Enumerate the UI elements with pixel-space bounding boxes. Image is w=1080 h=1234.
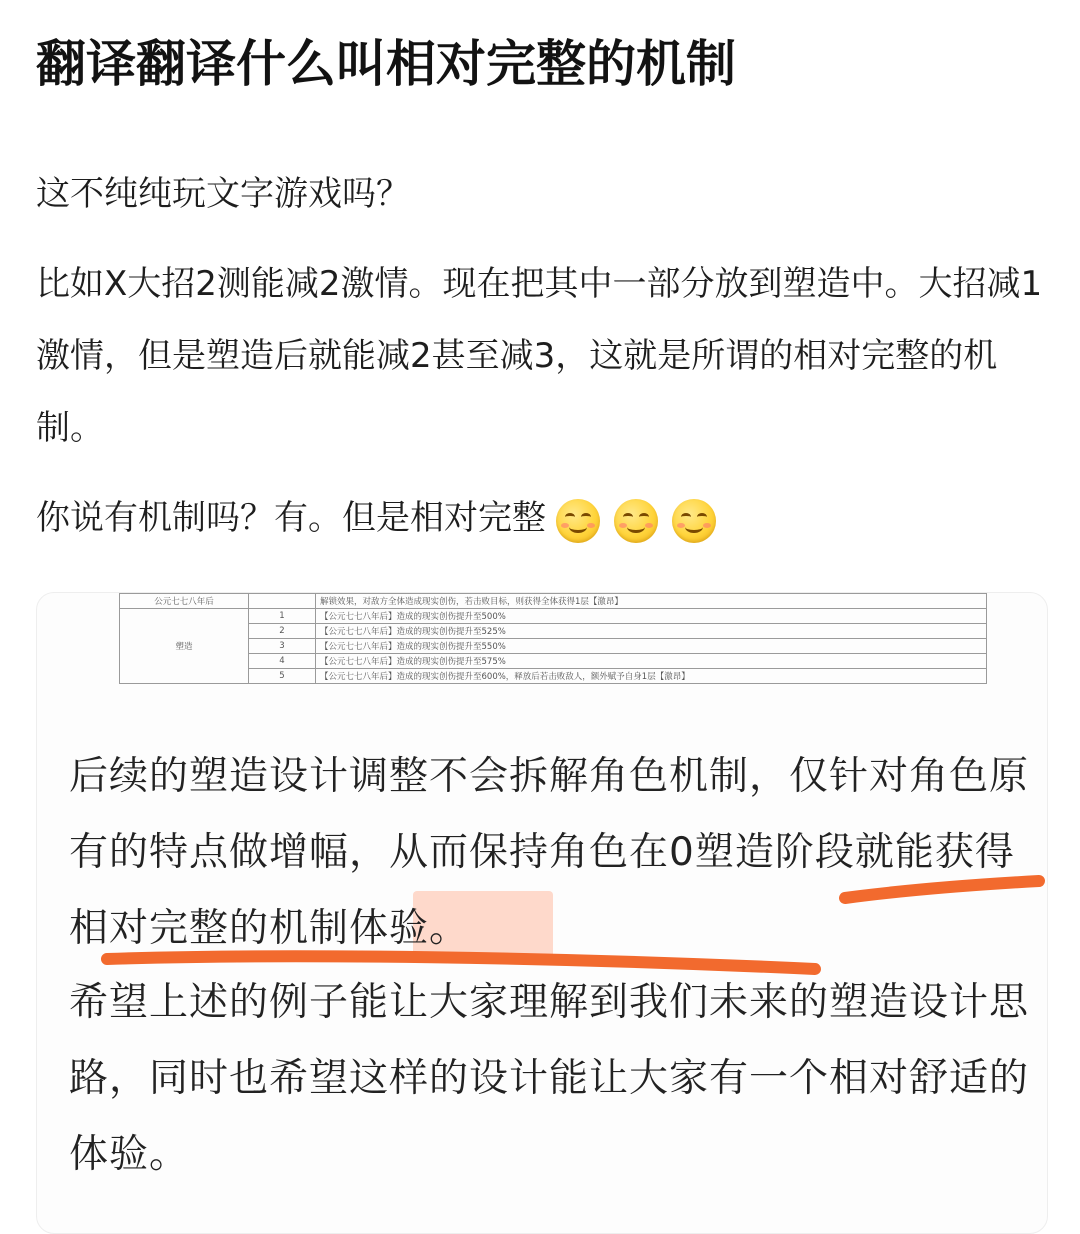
table-cell: 【公元七七八年后】造成的现实创伤提升至500% — [316, 609, 987, 624]
skill-table — [119, 593, 987, 684]
table-cell: 1 — [249, 609, 316, 624]
post-paragraph: 比如X大招2测能减2激情。现在把其中一部分放到塑造中。大招减1激情，但是塑造后就能减2甚至减3，这就是所谓的相对完整的机制。 — [36, 264, 1043, 448]
table-cell: 4 — [249, 654, 316, 669]
screenshot-text: 希望上述的例子能让大家理解到我们未来的塑造设计思路，同时也希望这样的设计能让大家有一个相对舒适的体验。 — [69, 980, 1030, 1177]
table-cell: 3 — [249, 639, 316, 654]
table-cell: 【公元七七八年后】造成的现实创伤提升至600%，释放后若击败敌人，额外赋予自身1层【激昂】 — [316, 669, 987, 684]
post-title: 翻译翻译什么叫相对完整的机制 — [36, 35, 736, 93]
post-paragraph-with-emoji — [36, 482, 1046, 556]
table-cell: 解锁效果，对敌方全体造成现实创伤，若击败目标，则获得全体获得1层【激昂】 — [316, 594, 987, 609]
attached-screenshot-image[interactable] — [36, 592, 1048, 1234]
table-cell: 【公元七七八年后】造成的现实创伤提升至575% — [316, 654, 987, 669]
table-row — [120, 609, 987, 624]
table-row — [120, 639, 987, 654]
table-cell: 5 — [249, 669, 316, 684]
table-row — [120, 669, 987, 684]
smile-emoji-icon — [672, 499, 716, 543]
table-row — [120, 594, 987, 609]
post-paragraph-text: 你说有机制吗？有。但是相对完整 — [36, 498, 546, 538]
table-group-label: 塑造 — [120, 609, 249, 684]
table-cell — [249, 594, 316, 609]
table-row — [120, 654, 987, 669]
table-cell: 【公元七七八年后】造成的现实创伤提升至525% — [316, 624, 987, 639]
table-cell: 2 — [249, 624, 316, 639]
post-paragraph: 这不纯纯玩文字游戏吗？ — [36, 174, 410, 214]
table-cell: 公元七七八年后 — [120, 594, 249, 609]
table-row — [120, 624, 987, 639]
screenshot-text: 后续的塑造设计调整不会拆解角色机制，仅针对角色原有的特点做增幅，从而保持角色在0塑造阶段就能获得相对完整的机制体验。 — [69, 754, 1030, 951]
table-cell: 【公元七七八年后】造成的现实创伤提升至550% — [316, 639, 987, 654]
smile-emoji-icon — [556, 499, 600, 543]
smile-emoji-icon — [614, 499, 658, 543]
emoji-row — [556, 484, 730, 556]
